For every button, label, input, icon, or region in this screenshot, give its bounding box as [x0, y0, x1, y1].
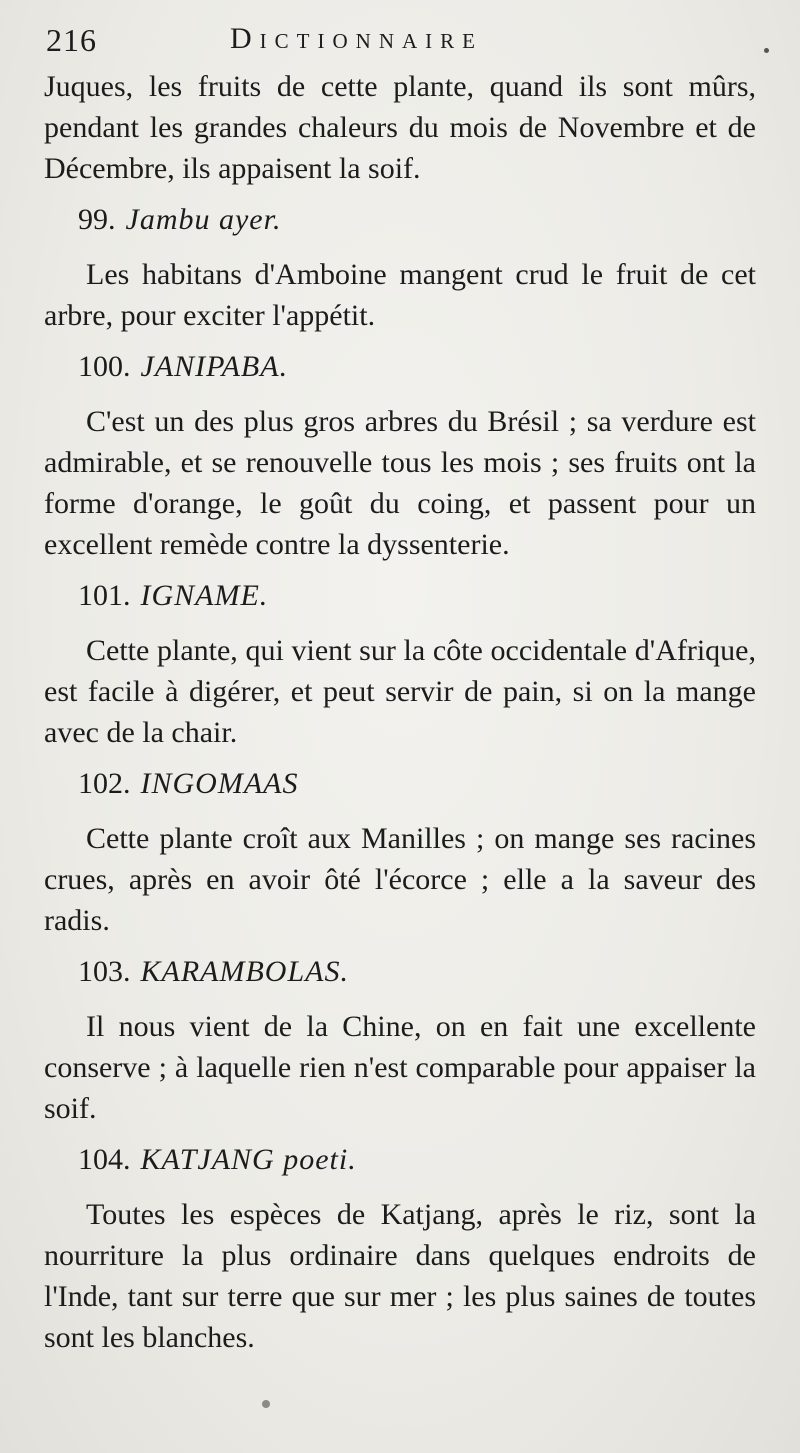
entry-103 — [44, 951, 756, 1129]
entry-text: Toutes les espèces de Katjang, après le riz, sont la nourriture la plus ordinaire dans quelques endroits de l'Inde, tant sur terre que sur mer ; les plus saines de toutes sont les blanches. — [44, 1198, 756, 1354]
entry-heading — [44, 199, 756, 240]
entry-heading — [44, 346, 756, 387]
entry-text: Il nous vient de la Chine, on en fait une excellente conserve ; à laquelle rien n'est comparable pour appaiser la soif. — [44, 1010, 756, 1125]
entry-100 — [44, 346, 756, 565]
entry-name: JANIPABA. — [140, 350, 289, 383]
entry-number: 103. — [78, 955, 131, 988]
entry-number: 99. — [78, 203, 116, 236]
entry-name: KATJANG poeti. — [140, 1143, 357, 1176]
entry-text: Les habitans d'Amboine mangent crud le fruit de cet arbre, pour exciter l'appétit. — [44, 258, 756, 332]
page-header — [46, 22, 760, 62]
continuation-paragraph: Juques, les fruits de cette plante, quand ils sont mûrs, pendant les grandes chaleurs du mois de Novembre et de Décembre, ils appaisent la soif. — [44, 70, 756, 185]
entry-heading — [44, 575, 756, 616]
ink-speck — [764, 48, 769, 53]
entry-heading — [44, 1139, 756, 1180]
entry-number: 100. — [78, 350, 131, 383]
entry-number: 102. — [78, 767, 131, 800]
entry-name: INGOMAAS — [140, 767, 299, 800]
entry-102 — [44, 763, 756, 941]
entry-name: Jambu ayer. — [125, 203, 282, 236]
entry-number: 104. — [78, 1143, 131, 1176]
running-title: Dictionnaire — [230, 22, 483, 55]
entry-heading — [44, 763, 756, 804]
entry-99 — [44, 199, 756, 336]
ink-smudge — [262, 1400, 270, 1408]
entry-text: Cette plante, qui vient sur la côte occidentale d'Afrique, est facile à digérer, et peut servir de pain, si on la mange avec de la chair. — [44, 634, 756, 749]
page-body — [44, 66, 756, 1358]
entry-name: KARAMBOLAS. — [140, 955, 349, 988]
entry-number: 101. — [78, 579, 131, 612]
entry-name: IGNAME. — [140, 579, 269, 612]
entry-heading — [44, 951, 756, 992]
entry-text: Cette plante croît aux Manilles ; on mange ses racines crues, après en avoir ôté l'écorce ; elle a la saveur des radis. — [44, 822, 756, 937]
entry-101 — [44, 575, 756, 753]
entry-text: C'est un des plus gros arbres du Brésil ; sa verdure est admirable, et se renouvelle tous les mois ; ses fruits ont la forme d'orange, le goût du coing, et passent pour un excellent remède contre la dyssenterie. — [44, 405, 756, 561]
entry-104 — [44, 1139, 756, 1358]
page-number: 216 — [46, 22, 97, 58]
